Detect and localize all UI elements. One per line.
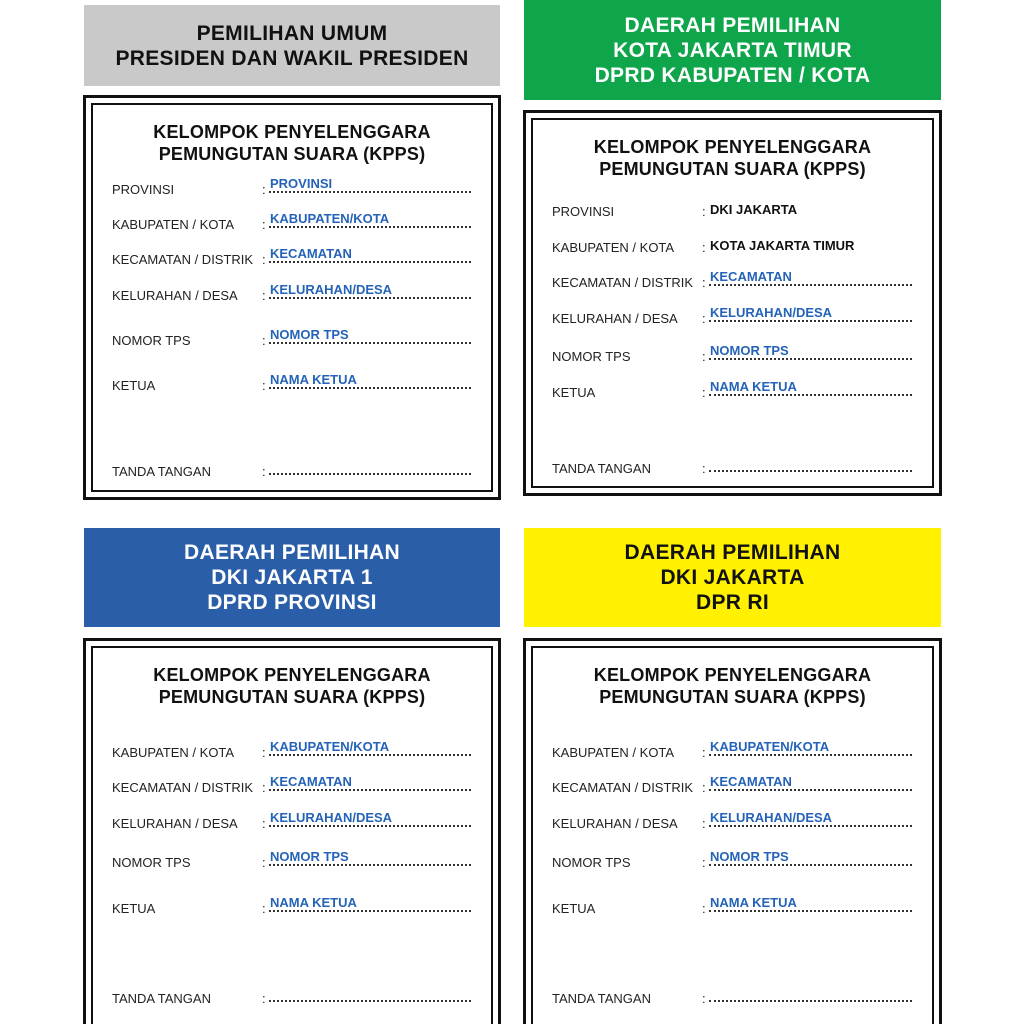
field-colon: : [702,311,706,326]
field-label: PROVINSI [552,204,615,219]
dotted-line [709,320,912,322]
field-colon: : [702,461,706,476]
field-ketua[interactable] [112,892,471,916]
field-colon: : [702,349,706,364]
field-tanda-tangan[interactable] [112,455,471,479]
field-colon: : [262,991,266,1006]
field-value: NOMOR TPS [710,849,789,864]
field-colon: : [262,288,266,303]
field-colon: : [702,204,706,219]
field-kelurahan[interactable] [552,807,912,831]
field-value: KABUPATEN/KOTA [710,739,830,754]
field-value: KELURAHAN/DESA [710,810,833,825]
field-kelurahan[interactable] [112,807,471,831]
field-colon: : [702,385,706,400]
field-value: DKI JAKARTA [710,202,798,217]
field-label: KETUA [112,378,156,393]
kpps-card-dpr-ri [523,638,942,1024]
field-label: KECAMATAN / DISTRIK [112,780,254,795]
field-ketua[interactable] [552,892,912,916]
field-colon: : [702,745,706,760]
field-label: NOMOR TPS [552,349,631,364]
field-label: KETUA [112,901,156,916]
field-label: TANDA TANGAN [552,461,651,476]
card-title-line-2: PEMUNGUTAN SUARA (KPPS) [599,159,866,179]
field-nomor-tps[interactable] [112,324,471,348]
dotted-line [269,825,471,827]
field-label: KABUPATEN / KOTA [552,240,675,255]
field-value: NOMOR TPS [270,327,349,342]
field-colon: : [702,816,706,831]
card-inner-border [91,646,493,1024]
field-kabupaten-kota[interactable] [552,736,912,760]
dotted-line [269,226,471,228]
field-label: KETUA [552,385,596,400]
field-value: KECAMATAN [710,269,792,284]
field-tanda-tangan[interactable] [112,982,471,1006]
card-title-line-1: KELOMPOK PENYELENGGARA [593,665,872,685]
field-provinsi[interactable] [552,195,912,219]
card-inner-border [91,103,493,492]
field-nomor-tps[interactable] [112,846,471,870]
card-title [533,136,932,180]
card-title-line-2: PEMUNGUTAN SUARA (KPPS) [158,144,426,164]
field-value: KELURAHAN/DESA [270,810,393,825]
banner-line-2: DKI JAKARTA [660,566,805,589]
field-provinsi[interactable] [112,173,471,197]
field-value: PROVINSI [270,176,333,191]
field-label: KECAMATAN / DISTRIK [112,252,254,267]
dotted-line [709,910,912,912]
field-value: NAMA KETUA [270,372,357,387]
card-title-line-2: PEMUNGUTAN SUARA (KPPS) [599,687,866,707]
field-colon: : [262,745,266,760]
field-nomor-tps[interactable] [552,846,912,870]
banner-line-1: DAERAH PEMILIHAN [624,13,841,37]
field-colon: : [262,901,266,916]
banner-line-2: DKI JAKARTA 1 [211,566,373,589]
field-value: NAMA KETUA [270,895,357,910]
dotted-line [269,910,471,912]
field-colon: : [262,182,266,197]
card-inner-border [531,646,934,1024]
field-label: KABUPATEN / KOTA [552,745,675,760]
kpps-card-presiden [83,95,501,500]
dotted-line [709,284,912,286]
field-kecamatan[interactable] [552,266,912,290]
field-label: KELURAHAN / DESA [552,311,678,326]
dotted-line [269,864,471,866]
field-value: KELURAHAN/DESA [270,282,393,297]
field-value: KABUPATEN/KOTA [270,211,390,226]
banner-line-3: DPR RI [696,591,769,614]
field-label: TANDA TANGAN [112,991,211,1006]
field-kecamatan[interactable] [112,771,471,795]
field-value: KECAMATAN [270,246,352,261]
field-tanda-tangan[interactable] [552,982,912,1006]
field-nomor-tps[interactable] [552,340,912,364]
field-kelurahan[interactable] [112,279,471,303]
dotted-line [269,387,471,389]
field-kabupaten-kota[interactable] [552,231,912,255]
dotted-line [269,261,471,263]
field-label: TANDA TANGAN [112,464,211,479]
dotted-line [709,1000,912,1002]
dotted-line [269,789,471,791]
dotted-line [709,754,912,756]
field-label: TANDA TANGAN [552,991,651,1006]
dotted-line [709,470,912,472]
card-title [93,664,491,708]
banner-line-3: DPRD KABUPATEN / KOTA [594,63,871,87]
dotted-line [709,394,912,396]
field-colon: : [702,991,706,1006]
banner-line-1: DAERAH PEMILIHAN [624,541,841,564]
field-value: KECAMATAN [270,774,352,789]
field-label: KELURAHAN / DESA [112,288,238,303]
field-value: KECAMATAN [710,774,792,789]
field-label: PROVINSI [112,182,175,197]
dotted-line [269,473,471,475]
banner-line-2: PRESIDEN DAN WAKIL PRESIDEN [115,46,469,70]
dotted-line [269,342,471,344]
field-colon: : [262,855,266,870]
field-label: NOMOR TPS [112,333,191,348]
field-colon: : [702,240,706,255]
field-kabupaten-kota[interactable] [112,208,471,232]
banner-dprd-kabupaten-kota [524,0,941,100]
field-label: KECAMATAN / DISTRIK [552,780,694,795]
banner-presiden [84,5,500,86]
banner-dprd-provinsi [84,528,500,627]
dotted-line [269,1000,471,1002]
dotted-line [269,191,471,193]
field-colon: : [702,780,706,795]
dotted-line [709,358,912,360]
field-label: KELURAHAN / DESA [112,816,238,831]
card-title-line-1: KELOMPOK PENYELENGGARA [153,665,431,685]
field-label: NOMOR TPS [552,855,631,870]
field-label: KETUA [552,901,596,916]
field-ketua[interactable] [552,376,912,400]
card-title [533,664,932,708]
field-colon: : [262,333,266,348]
field-value: KELURAHAN/DESA [710,305,833,320]
field-label: KABUPATEN / KOTA [112,745,235,760]
field-label: KABUPATEN / KOTA [112,217,235,232]
field-tanda-tangan[interactable] [552,452,912,476]
field-value: NOMOR TPS [710,343,789,358]
field-colon: : [262,780,266,795]
field-kabupaten-kota[interactable] [112,736,471,760]
field-colon: : [702,855,706,870]
card-title-line-1: KELOMPOK PENYELENGGARA [593,137,872,157]
dotted-line [269,297,471,299]
field-colon: : [262,217,266,232]
dotted-line [709,825,912,827]
field-value: NOMOR TPS [270,849,349,864]
field-kelurahan[interactable] [552,302,912,326]
field-ketua[interactable] [112,369,471,393]
banner-line-1: DAERAH PEMILIHAN [184,541,400,564]
field-kecamatan[interactable] [552,771,912,795]
card-title [93,121,491,165]
kpps-card-dprd-provinsi [83,638,501,1024]
field-colon: : [262,464,266,479]
kpps-card-dprd-kabupaten-kota [523,110,942,496]
card-title-line-1: KELOMPOK PENYELENGGARA [153,122,431,142]
field-colon: : [262,252,266,267]
banner-line-2: KOTA JAKARTA TIMUR [613,38,852,62]
dotted-line [709,864,912,866]
field-value: NAMA KETUA [710,379,797,394]
field-colon: : [262,378,266,393]
banner-dpr-ri [524,528,941,627]
field-value: KOTA JAKARTA TIMUR [710,238,855,253]
field-colon: : [702,275,706,290]
dotted-line [269,754,471,756]
field-label: NOMOR TPS [112,855,191,870]
card-title-line-2: PEMUNGUTAN SUARA (KPPS) [158,687,426,707]
banner-line-1: PEMILIHAN UMUM [196,21,388,45]
dotted-line [709,789,912,791]
card-inner-border [531,118,934,488]
field-kecamatan[interactable] [112,243,471,267]
field-colon: : [262,816,266,831]
field-label: KECAMATAN / DISTRIK [552,275,694,290]
field-value: NAMA KETUA [710,895,797,910]
field-label: KELURAHAN / DESA [552,816,678,831]
field-value: KABUPATEN/KOTA [270,739,390,754]
field-colon: : [702,901,706,916]
banner-line-3: DPRD PROVINSI [207,591,377,614]
